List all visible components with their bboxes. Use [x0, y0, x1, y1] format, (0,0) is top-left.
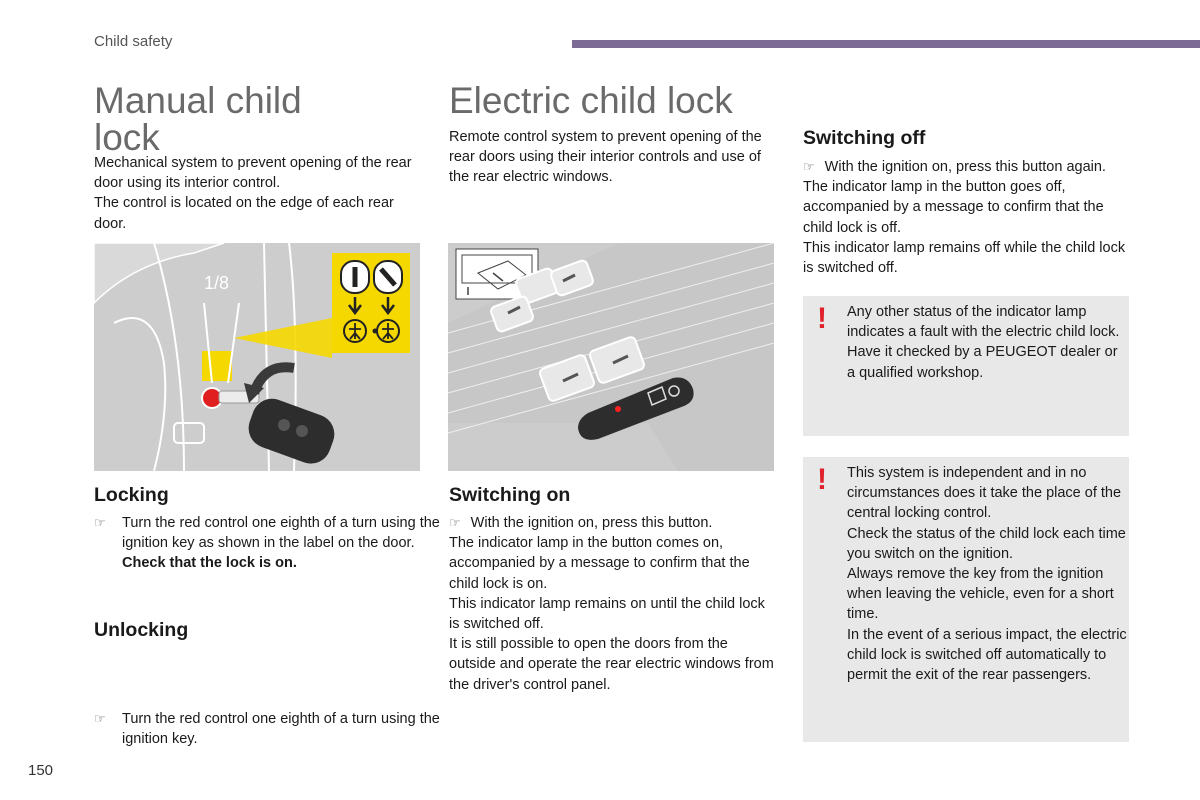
- locking-text: Turn the red control one eighth of a turn using the ignition key as shown in the label on the door.: [122, 515, 440, 552]
- locking-heading: Locking: [94, 484, 169, 506]
- unlocking-instruction: [94, 709, 448, 749]
- warning-independent-p4: In the event of a serious impact, the electric child lock is switched off automatically to permit the exit of the rear passengers.: [847, 626, 1127, 684]
- switching-off-bullet: With the ignition on, press this button again.: [824, 159, 1106, 175]
- switching-off-body: [803, 157, 1131, 278]
- page-number: 150: [28, 762, 54, 779]
- switching-on-body: [449, 513, 775, 695]
- warning-fault-text: [847, 302, 1127, 383]
- pointing-hand-icon: ☞: [94, 515, 106, 530]
- electric-title: Electric child lock: [449, 80, 733, 121]
- switching-off-heading: Switching off: [803, 127, 926, 149]
- manual-desc-2: The control is located on the edge of each rear door.: [94, 195, 394, 232]
- warning-box-fault: [803, 296, 1129, 436]
- warning-box-independent: [803, 457, 1129, 742]
- electric-description: Remote control system to prevent opening of the rear doors using their interior controls and use of the rear electric windows.: [449, 129, 762, 186]
- switching-on-heading: Switching on: [449, 484, 571, 506]
- pointing-hand-icon: ☞: [803, 159, 815, 174]
- locking-text-bold: Check that the lock is on.: [122, 555, 297, 572]
- switching-off-p2: This indicator lamp remains off while the child lock is switched off.: [803, 239, 1126, 277]
- locking-instruction: [94, 513, 448, 574]
- manual-title: [94, 82, 424, 156]
- unlocking-heading: Unlocking: [94, 619, 189, 641]
- warning-independent-text: [847, 463, 1127, 685]
- pointing-hand-icon: ☞: [94, 710, 106, 726]
- warning-independent-p1: This system is independent and in no circumstances does it take the place of the central locking control.: [847, 465, 1122, 522]
- switching-on-p3: It is still possible to open the doors from the outside and operate the rear electric windows from the driver's control panel.: [449, 636, 774, 693]
- electric-lock-illustration: [448, 243, 774, 471]
- section-label: Child safety: [94, 33, 173, 50]
- warning-exclamation-icon: !: [817, 463, 827, 496]
- figure-eighth-label: 1/8: [204, 273, 230, 293]
- switching-off-p1: The indicator lamp in the button goes off, accompanied by a message to confirm that the child lock is off.: [803, 179, 1104, 236]
- warning-independent-p2: Check the status of the child lock each time you switch on the ignition.: [847, 525, 1126, 562]
- manual-desc-1: Mechanical system to prevent opening of the rear door using its interior control.: [94, 155, 412, 192]
- warning-fault-p1: Any other status of the indicator lamp indicates a fault with the electric child lock.: [847, 304, 1120, 341]
- manual-lock-illustration: [94, 243, 420, 471]
- manual-description: [94, 153, 419, 234]
- switching-on-p1: The indicator lamp in the button comes on, accompanied by a message to confirm that the child lock is on.: [449, 535, 750, 592]
- manual-title-line1: Manual child: [94, 80, 302, 121]
- manual-title-line2: lock: [94, 117, 160, 158]
- warning-fault-p2: Have it checked by a PEUGEOT dealer or a qualified workshop.: [847, 344, 1118, 381]
- warning-exclamation-icon: !: [817, 302, 827, 335]
- unlocking-text: Turn the red control one eighth of a turn using the ignition key.: [122, 710, 440, 747]
- pointing-hand-icon: ☞: [449, 515, 461, 530]
- header-accent-bar: [572, 40, 1200, 48]
- switching-on-p2: This indicator lamp remains on until the child lock is switched off.: [449, 595, 765, 633]
- switching-on-instruction: [449, 513, 775, 533]
- switching-on-bullet: With the ignition on, press this button.: [470, 515, 713, 531]
- warning-independent-p3: Always remove the key from the ignition when leaving the vehicle, even for a short time.: [847, 566, 1114, 623]
- switching-off-instruction: [803, 157, 1131, 177]
